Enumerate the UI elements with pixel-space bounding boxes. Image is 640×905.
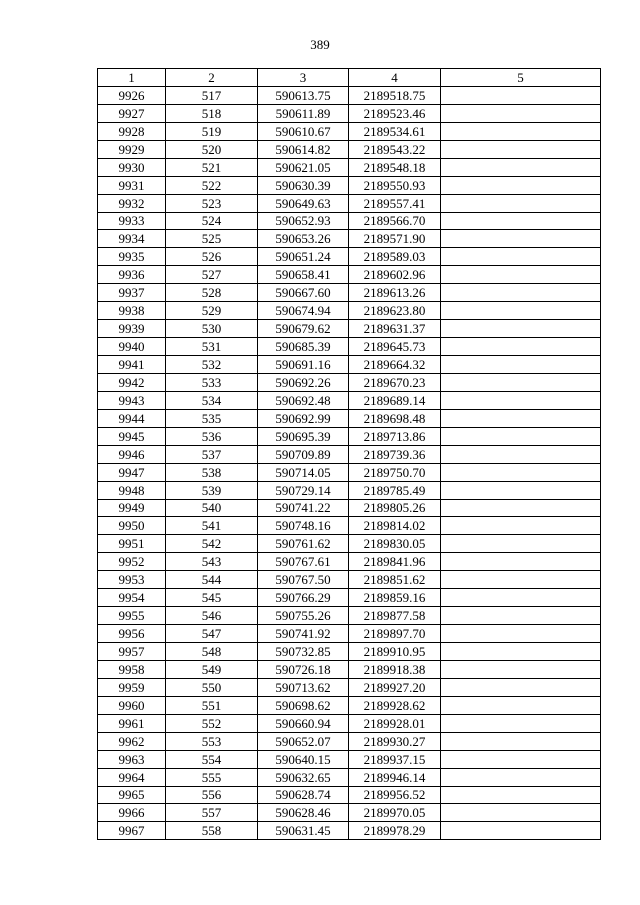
table-cell: 9927 — [98, 104, 166, 122]
table-cell: 590658.41 — [258, 266, 349, 284]
table-cell — [441, 678, 601, 696]
table-cell: 2189877.58 — [349, 607, 441, 625]
table-cell — [441, 122, 601, 140]
table-row — [98, 750, 601, 768]
table-cell — [441, 266, 601, 284]
table-cell: 590695.39 — [258, 427, 349, 445]
table-cell — [441, 768, 601, 786]
table-cell: 551 — [166, 696, 258, 714]
table-cell: 9964 — [98, 768, 166, 786]
table-cell: 590714.05 — [258, 463, 349, 481]
table-cell: 9941 — [98, 356, 166, 374]
table-cell: 590621.05 — [258, 158, 349, 176]
table-cell: 590640.15 — [258, 750, 349, 768]
table-cell: 9945 — [98, 427, 166, 445]
table-row — [98, 732, 601, 750]
table-cell: 9928 — [98, 122, 166, 140]
table-cell: 543 — [166, 553, 258, 571]
table-cell: 2189543.22 — [349, 140, 441, 158]
table-cell: 590674.94 — [258, 302, 349, 320]
table-cell — [441, 499, 601, 517]
table-row — [98, 643, 601, 661]
table-cell: 2189713.86 — [349, 427, 441, 445]
table-cell: 590628.74 — [258, 786, 349, 804]
table-cell: 9934 — [98, 230, 166, 248]
table-cell: 2189698.48 — [349, 409, 441, 427]
table-cell: 2189518.75 — [349, 86, 441, 104]
table-cell — [441, 732, 601, 750]
table-row — [98, 391, 601, 409]
table-cell — [441, 589, 601, 607]
table-cell: 590652.93 — [258, 212, 349, 230]
table-row — [98, 176, 601, 194]
table-cell: 521 — [166, 158, 258, 176]
table-cell: 9939 — [98, 320, 166, 338]
table-cell: 536 — [166, 427, 258, 445]
table-cell: 9956 — [98, 625, 166, 643]
table-cell: 9931 — [98, 176, 166, 194]
table-cell — [441, 212, 601, 230]
table-cell — [441, 750, 601, 768]
table-row — [98, 804, 601, 822]
table-cell: 590611.89 — [258, 104, 349, 122]
table-cell — [441, 571, 601, 589]
table-row — [98, 696, 601, 714]
table-cell: 9966 — [98, 804, 166, 822]
table-cell — [441, 517, 601, 535]
table-cell: 9944 — [98, 409, 166, 427]
table-row — [98, 660, 601, 678]
table-row — [98, 302, 601, 320]
table-cell — [441, 625, 601, 643]
table-cell: 2189571.90 — [349, 230, 441, 248]
column-header: 3 — [258, 69, 349, 87]
table-cell: 550 — [166, 678, 258, 696]
table-cell: 9963 — [98, 750, 166, 768]
table-cell — [441, 481, 601, 499]
table-cell: 545 — [166, 589, 258, 607]
table-cell: 523 — [166, 194, 258, 212]
table-cell: 9959 — [98, 678, 166, 696]
table-cell: 9951 — [98, 535, 166, 553]
table-cell: 9952 — [98, 553, 166, 571]
table-cell: 518 — [166, 104, 258, 122]
table-cell: 531 — [166, 338, 258, 356]
table-cell: 590748.16 — [258, 517, 349, 535]
table-cell: 590692.26 — [258, 373, 349, 391]
table-row — [98, 373, 601, 391]
table-cell: 537 — [166, 445, 258, 463]
table-cell: 546 — [166, 607, 258, 625]
table-row — [98, 140, 601, 158]
table-cell: 2189956.52 — [349, 786, 441, 804]
table-row — [98, 768, 601, 786]
table-cell: 532 — [166, 356, 258, 374]
table-cell: 590610.67 — [258, 122, 349, 140]
table-row — [98, 230, 601, 248]
table-cell — [441, 804, 601, 822]
column-header: 5 — [441, 69, 601, 87]
table-cell: 2189928.01 — [349, 714, 441, 732]
table-cell: 2189664.32 — [349, 356, 441, 374]
table-cell: 9950 — [98, 517, 166, 535]
table-cell: 2189910.95 — [349, 643, 441, 661]
table-cell: 2189841.96 — [349, 553, 441, 571]
table-cell: 517 — [166, 86, 258, 104]
table-cell: 590692.99 — [258, 409, 349, 427]
table-cell: 557 — [166, 804, 258, 822]
table-cell: 590761.62 — [258, 535, 349, 553]
table-cell: 2189928.62 — [349, 696, 441, 714]
table-cell: 590632.65 — [258, 768, 349, 786]
table-cell: 2189918.38 — [349, 660, 441, 678]
table-cell: 590767.61 — [258, 553, 349, 571]
table-cell: 2189930.27 — [349, 732, 441, 750]
table-cell — [441, 445, 601, 463]
table-row — [98, 589, 601, 607]
table-cell — [441, 427, 601, 445]
table-cell: 519 — [166, 122, 258, 140]
table-row — [98, 714, 601, 732]
table-cell — [441, 696, 601, 714]
table-row — [98, 158, 601, 176]
table-cell: 9938 — [98, 302, 166, 320]
table-cell — [441, 194, 601, 212]
table-row — [98, 607, 601, 625]
table-cell: 9929 — [98, 140, 166, 158]
table-cell: 2189830.05 — [349, 535, 441, 553]
table-cell: 590631.45 — [258, 822, 349, 840]
table-cell: 9932 — [98, 194, 166, 212]
table-cell: 2189927.20 — [349, 678, 441, 696]
table-cell: 2189970.05 — [349, 804, 441, 822]
table-cell: 9949 — [98, 499, 166, 517]
table-header-row — [98, 69, 601, 87]
table-cell: 558 — [166, 822, 258, 840]
table-row — [98, 517, 601, 535]
table-cell: 590613.75 — [258, 86, 349, 104]
table-row — [98, 571, 601, 589]
table-cell: 590698.62 — [258, 696, 349, 714]
table-cell: 538 — [166, 463, 258, 481]
table-cell: 9933 — [98, 212, 166, 230]
table-cell: 527 — [166, 266, 258, 284]
page-number: 389 — [310, 37, 330, 52]
table-cell: 590679.62 — [258, 320, 349, 338]
table-row — [98, 535, 601, 553]
table-cell: 2189613.26 — [349, 284, 441, 302]
table-cell: 2189670.23 — [349, 373, 441, 391]
table-cell: 590741.22 — [258, 499, 349, 517]
table-cell: 9954 — [98, 589, 166, 607]
table-cell: 590628.46 — [258, 804, 349, 822]
table-row — [98, 481, 601, 499]
table-row — [98, 356, 601, 374]
table-cell: 9955 — [98, 607, 166, 625]
column-header: 1 — [98, 69, 166, 87]
table-cell: 2189859.16 — [349, 589, 441, 607]
table-cell: 529 — [166, 302, 258, 320]
table-cell: 9958 — [98, 660, 166, 678]
table-row — [98, 427, 601, 445]
table-cell: 590726.18 — [258, 660, 349, 678]
table-cell: 556 — [166, 786, 258, 804]
table-cell — [441, 104, 601, 122]
table-cell: 2189739.36 — [349, 445, 441, 463]
table-cell — [441, 373, 601, 391]
table-cell: 2189897.70 — [349, 625, 441, 643]
table-row — [98, 553, 601, 571]
table-row — [98, 194, 601, 212]
table-cell: 2189785.49 — [349, 481, 441, 499]
table-cell — [441, 714, 601, 732]
table-row — [98, 248, 601, 266]
table-cell: 9942 — [98, 373, 166, 391]
table-cell: 590709.89 — [258, 445, 349, 463]
table-cell: 533 — [166, 373, 258, 391]
table-cell: 590649.63 — [258, 194, 349, 212]
table-cell: 590713.62 — [258, 678, 349, 696]
table-cell — [441, 463, 601, 481]
table-cell: 590767.50 — [258, 571, 349, 589]
table-cell: 590630.39 — [258, 176, 349, 194]
table-cell — [441, 320, 601, 338]
table-row — [98, 625, 601, 643]
table-cell: 9965 — [98, 786, 166, 804]
table-cell: 528 — [166, 284, 258, 302]
table-cell: 2189602.96 — [349, 266, 441, 284]
table-row — [98, 445, 601, 463]
table-cell — [441, 786, 601, 804]
table-row — [98, 499, 601, 517]
table-cell: 2189689.14 — [349, 391, 441, 409]
table-cell: 525 — [166, 230, 258, 248]
table-cell: 2189557.41 — [349, 194, 441, 212]
table-cell: 9962 — [98, 732, 166, 750]
table-cell: 590766.29 — [258, 589, 349, 607]
table-cell: 520 — [166, 140, 258, 158]
table-cell: 9930 — [98, 158, 166, 176]
table-cell: 555 — [166, 768, 258, 786]
table-cell: 547 — [166, 625, 258, 643]
table-cell: 9940 — [98, 338, 166, 356]
table-cell: 9943 — [98, 391, 166, 409]
table-cell: 590653.26 — [258, 230, 349, 248]
table-cell: 9947 — [98, 463, 166, 481]
table-row — [98, 266, 601, 284]
table-cell: 542 — [166, 535, 258, 553]
table-cell: 9957 — [98, 643, 166, 661]
column-header: 2 — [166, 69, 258, 87]
table-cell: 2189548.18 — [349, 158, 441, 176]
table-cell: 9937 — [98, 284, 166, 302]
table-cell: 9953 — [98, 571, 166, 589]
table-cell: 539 — [166, 481, 258, 499]
table-cell: 2189523.46 — [349, 104, 441, 122]
table-cell — [441, 409, 601, 427]
table-cell: 2189623.80 — [349, 302, 441, 320]
table-cell: 9960 — [98, 696, 166, 714]
table-cell: 549 — [166, 660, 258, 678]
table-cell — [441, 140, 601, 158]
table-row — [98, 86, 601, 104]
table-cell: 2189550.93 — [349, 176, 441, 194]
table-cell: 2189805.26 — [349, 499, 441, 517]
table-cell — [441, 302, 601, 320]
table-cell: 2189750.70 — [349, 463, 441, 481]
table-cell: 2189566.70 — [349, 212, 441, 230]
column-header: 4 — [349, 69, 441, 87]
table-cell: 2189937.15 — [349, 750, 441, 768]
table-cell — [441, 535, 601, 553]
table-cell — [441, 86, 601, 104]
table-cell: 2189978.29 — [349, 822, 441, 840]
table-cell: 590667.60 — [258, 284, 349, 302]
table-cell: 590691.16 — [258, 356, 349, 374]
table-cell: 2189534.61 — [349, 122, 441, 140]
table-cell: 541 — [166, 517, 258, 535]
table-cell: 553 — [166, 732, 258, 750]
table-cell — [441, 391, 601, 409]
table-cell — [441, 643, 601, 661]
table-cell: 590692.48 — [258, 391, 349, 409]
table-cell: 540 — [166, 499, 258, 517]
table-cell: 530 — [166, 320, 258, 338]
table-row — [98, 822, 601, 840]
table-cell: 590741.92 — [258, 625, 349, 643]
table-cell: 9967 — [98, 822, 166, 840]
table-row — [98, 212, 601, 230]
table-row — [98, 122, 601, 140]
table-cell — [441, 356, 601, 374]
table-row — [98, 463, 601, 481]
table-cell: 590614.82 — [258, 140, 349, 158]
table-cell: 524 — [166, 212, 258, 230]
table-cell: 590729.14 — [258, 481, 349, 499]
coordinates-table — [97, 68, 601, 840]
table-row — [98, 678, 601, 696]
table-cell: 9961 — [98, 714, 166, 732]
table-cell: 554 — [166, 750, 258, 768]
table-cell — [441, 338, 601, 356]
table-cell: 2189946.14 — [349, 768, 441, 786]
table-row — [98, 338, 601, 356]
table-cell — [441, 660, 601, 678]
table-cell: 526 — [166, 248, 258, 266]
table-cell: 535 — [166, 409, 258, 427]
table-cell: 9948 — [98, 481, 166, 499]
table-cell: 590660.94 — [258, 714, 349, 732]
table-cell: 9935 — [98, 248, 166, 266]
table-cell: 2189814.02 — [349, 517, 441, 535]
table-cell: 2189851.62 — [349, 571, 441, 589]
table-cell: 9946 — [98, 445, 166, 463]
table-cell: 590732.85 — [258, 643, 349, 661]
table-cell — [441, 822, 601, 840]
table-cell: 552 — [166, 714, 258, 732]
table-cell: 548 — [166, 643, 258, 661]
table-cell: 9926 — [98, 86, 166, 104]
table-cell — [441, 158, 601, 176]
table-cell — [441, 553, 601, 571]
table-body — [98, 86, 601, 839]
table-cell: 590652.07 — [258, 732, 349, 750]
table-cell: 2189631.37 — [349, 320, 441, 338]
table-row — [98, 284, 601, 302]
table-row — [98, 320, 601, 338]
table-cell — [441, 230, 601, 248]
table-row — [98, 786, 601, 804]
table-cell: 522 — [166, 176, 258, 194]
table-cell: 2189589.03 — [349, 248, 441, 266]
table-cell: 544 — [166, 571, 258, 589]
table-row — [98, 104, 601, 122]
table-cell: 590651.24 — [258, 248, 349, 266]
table-cell: 2189645.73 — [349, 338, 441, 356]
table-cell — [441, 607, 601, 625]
table-cell — [441, 248, 601, 266]
table-cell: 534 — [166, 391, 258, 409]
table-cell: 590755.26 — [258, 607, 349, 625]
table-cell — [441, 176, 601, 194]
table-cell: 9936 — [98, 266, 166, 284]
table-row — [98, 409, 601, 427]
table-cell — [441, 284, 601, 302]
table-cell: 590685.39 — [258, 338, 349, 356]
